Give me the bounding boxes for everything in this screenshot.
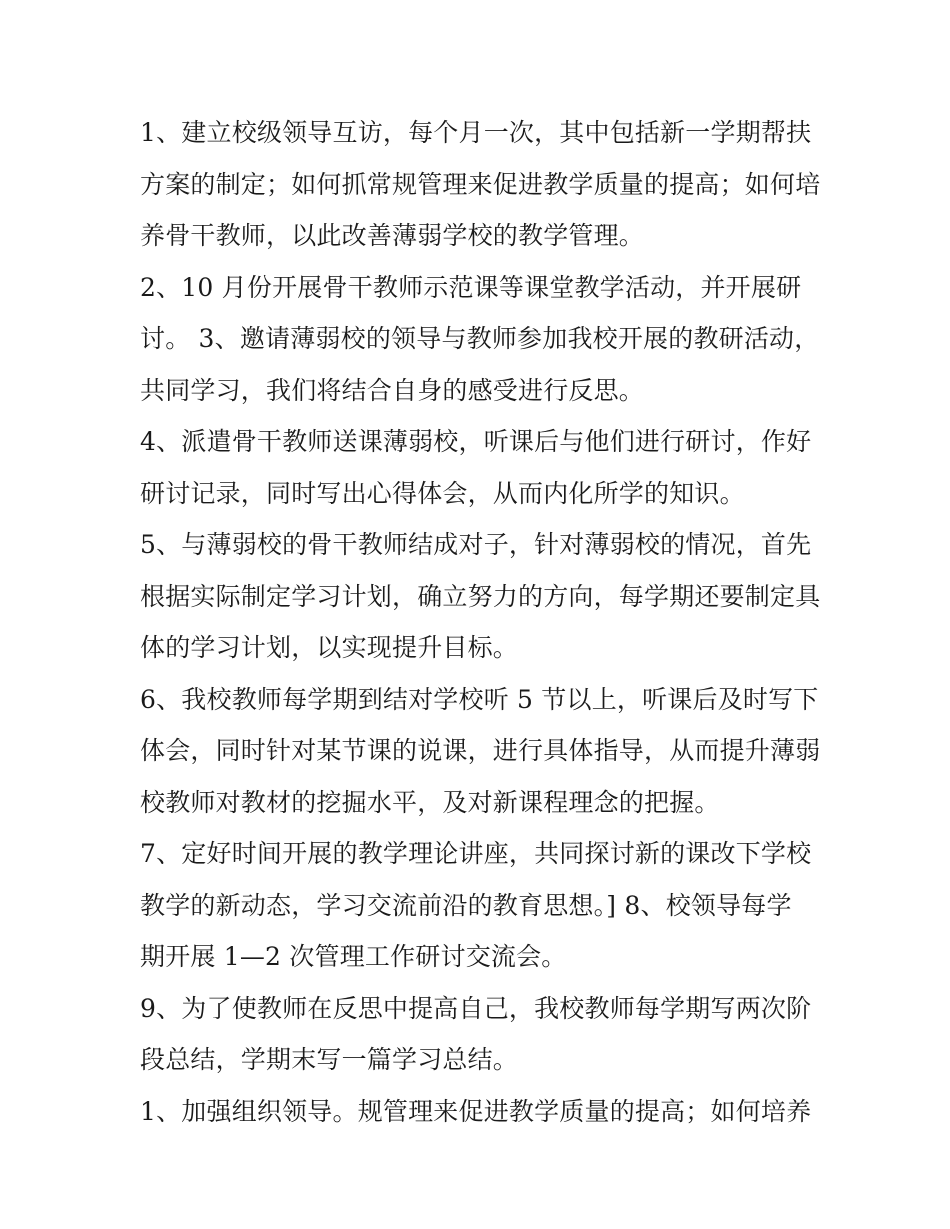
text-line-1: 1、建立校级领导互访，每个月一次，其中包括新一学期帮扶 <box>140 118 812 147</box>
text-line-4: 2、10 月份开展骨干教师示范课等课堂教学活动，并开展研 <box>140 272 802 302</box>
text-line-10: 根据实际制定学习计划，确立努力的方向，每学期还要制定具 <box>140 581 821 611</box>
document-body <box>140 107 820 1137</box>
text-line-8: 研讨记录，同时写出心得体会，从而内化所学的知识。 <box>140 478 745 508</box>
text-line-17: 期开展 1—2 次管理工作研讨交流会。 <box>140 942 567 971</box>
text-line-14: 校教师对教材的挖掘水平，及对新课程理念的把握。 <box>140 787 720 817</box>
text-line-15: 7、定好时间开展的教学理论讲座，共同探讨新的课改下学校 <box>140 839 812 868</box>
text-line-7: 4、派遣骨干教师送课薄弱校，听课后与他们进行研讨，作好 <box>140 427 812 456</box>
text-line-11: 体的学习计划，以实现提升目标。 <box>140 633 519 662</box>
text-line-19: 段总结，学期末写一篇学习总结。 <box>140 1045 519 1074</box>
text-line-9: 5、与薄弱校的骨干教师结成对子，针对薄弱校的情况，首先 <box>140 530 812 559</box>
text-line-20: 1、加强组织领导。规管理来促进教学质量的提高；如何培养 <box>140 1096 812 1126</box>
text-line-2: 方案的制定；如何抓常规管理来促进教学质量的提高；如何培 <box>140 169 821 199</box>
text-line-18: 9、为了使教师在反思中提高自己，我校教师每学期写两次阶 <box>140 993 812 1023</box>
text-line-5: 讨。 3、邀请薄弱校的领导与教师参加我校开展的教研活动， <box>140 324 820 353</box>
text-line-6: 共同学习，我们将结合自身的感受进行反思。 <box>140 375 645 405</box>
text-line-13: 体会，同时针对某节课的说课，进行具体指导，从而提升薄弱 <box>140 736 821 765</box>
text-line-12: 6、我校教师每学期到结对学校听 5 节以上，听课后及时写下 <box>140 684 819 714</box>
text-line-3: 养骨干教师，以此改善薄弱学校的教学管理。 <box>140 221 645 250</box>
text-line-16: 教学的新动态，学习交流前沿的教育思想。] 8、校领导每学 <box>140 890 792 920</box>
